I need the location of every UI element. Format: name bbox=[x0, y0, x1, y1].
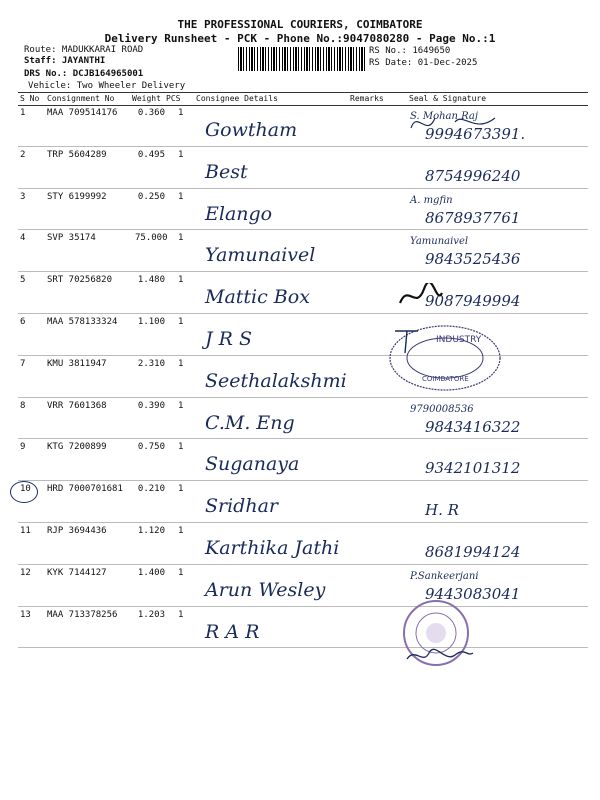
row-sno: 9 bbox=[20, 442, 26, 453]
stamp-industry-text: INDUSTRY bbox=[436, 335, 482, 345]
row-pcs: 1 bbox=[178, 526, 184, 536]
row-signature-phone: 9843416322 bbox=[425, 417, 521, 436]
row-signature-phone: 8754996240 bbox=[425, 166, 521, 185]
row-consignment: RJP 3694436 bbox=[47, 526, 107, 536]
row-signature-phone: H. R bbox=[425, 501, 459, 520]
col-weight: Weight bbox=[132, 94, 161, 103]
row-pcs: 1 bbox=[178, 358, 184, 369]
col-seal: Seal & Signature bbox=[409, 94, 487, 103]
row-consignee-handwritten: J R S bbox=[205, 328, 253, 350]
final-signature bbox=[405, 645, 475, 665]
row-weight: 1.400 bbox=[137, 567, 165, 578]
row-signature-phone: 9087949994 bbox=[425, 292, 521, 311]
row-sno: 4 bbox=[20, 233, 26, 244]
header-bottom-rule bbox=[18, 105, 588, 106]
sig-row-5-scribble bbox=[396, 283, 446, 311]
row-signature-phone: 9994673391. bbox=[425, 125, 526, 143]
row-divider bbox=[18, 480, 588, 481]
col-consignment: Consignment No bbox=[47, 94, 115, 103]
row-divider bbox=[18, 564, 588, 565]
drs-label: DRS No.: DCJB164965001 bbox=[24, 69, 144, 79]
row-weight: 0.750 bbox=[137, 442, 165, 453]
row-consignee-handwritten: C.M. Eng bbox=[205, 411, 295, 434]
row-signature-phone: 9342101312 bbox=[425, 459, 521, 478]
row-weight: 1.120 bbox=[137, 526, 165, 536]
row-consignment: MAA 713378256 bbox=[47, 609, 118, 620]
row-10-circle-mark bbox=[10, 481, 38, 503]
rs-number: RS No.: 1649650 bbox=[369, 46, 451, 56]
vehicle-label: Vehicle: Two Wheeler Delivery bbox=[28, 81, 186, 91]
row-consignment: MAA 709514176 bbox=[47, 108, 118, 118]
row-sno: 11 bbox=[20, 526, 31, 536]
row-pcs: 1 bbox=[178, 442, 184, 453]
row-consignee-handwritten: Seethalakshmi bbox=[205, 369, 347, 392]
row-sno: 10 bbox=[20, 484, 31, 495]
row-signature-phone: 9843525436 bbox=[425, 250, 521, 269]
row-weight: 0.360 bbox=[137, 108, 165, 118]
row-sno: 1 bbox=[20, 108, 26, 118]
col-remarks: Remarks bbox=[350, 94, 384, 103]
row-sno: 8 bbox=[20, 400, 26, 411]
row-sno: 5 bbox=[20, 275, 26, 286]
row-consignment: SVP 35174 bbox=[47, 233, 96, 244]
row-consignee-handwritten: Sridhar bbox=[205, 495, 278, 518]
row-weight: 2.310 bbox=[137, 358, 165, 369]
barcode bbox=[238, 47, 366, 71]
row-sno: 12 bbox=[20, 567, 31, 578]
staff-label: Staff: JAYANTHI bbox=[24, 56, 106, 66]
row-sno: 13 bbox=[20, 609, 31, 620]
row-consignee-handwritten: Yamunaivel bbox=[205, 244, 316, 267]
row-weight: 1.480 bbox=[137, 275, 165, 286]
row-pcs: 1 bbox=[178, 484, 184, 495]
row-consignee-handwritten: Suganaya bbox=[205, 453, 300, 476]
row-consignment: VRR 7601368 bbox=[47, 400, 107, 411]
route-label: Route: MADUKKARAI ROAD bbox=[24, 45, 144, 55]
row-consignee-handwritten: Gowtham bbox=[205, 119, 298, 141]
sig-row-1-scribble bbox=[405, 108, 505, 140]
row-signature-phone: 8681994124 bbox=[425, 543, 521, 561]
row-pcs: 1 bbox=[178, 149, 184, 160]
rs-date: RS Date: 01-Dec-2025 bbox=[369, 58, 478, 68]
row-weight: 0.495 bbox=[137, 149, 165, 160]
row-consignee-handwritten: Mattic Box bbox=[205, 286, 310, 309]
row-divider bbox=[18, 146, 588, 147]
row-signature-name: P.Sankeerjani bbox=[410, 570, 479, 582]
row-signature-phone: 9443083041 bbox=[425, 584, 521, 603]
row-sno: 7 bbox=[20, 358, 26, 369]
row-sno: 2 bbox=[20, 149, 26, 160]
row-weight: 0.390 bbox=[137, 400, 165, 411]
row-consignment: STY 6199992 bbox=[47, 191, 107, 202]
row-consignee-handwritten: Arun Wesley bbox=[205, 578, 326, 601]
row-pcs: 1 bbox=[178, 233, 184, 244]
sig-row-6-scribble bbox=[392, 325, 422, 355]
row-pcs: 1 bbox=[178, 191, 184, 202]
row-consignment: MAA 578133324 bbox=[47, 317, 118, 327]
row-weight: 0.210 bbox=[137, 484, 165, 495]
stamp-city-text: COIMBATORE bbox=[422, 375, 469, 383]
row-divider bbox=[18, 522, 588, 523]
row-divider bbox=[18, 647, 588, 648]
row-signature-name: S. Mohan Raj bbox=[410, 111, 478, 122]
row-signature-phone: 8678937761 bbox=[425, 208, 521, 227]
row-divider bbox=[18, 188, 588, 189]
row-consignment: KYK 7144127 bbox=[47, 567, 107, 578]
row-divider bbox=[18, 229, 588, 230]
col-consignee: Consignee Details bbox=[196, 94, 278, 103]
row-signature-name: 9790008536 bbox=[410, 403, 474, 415]
row-weight: 1.203 bbox=[137, 609, 165, 620]
row-consignee-handwritten: Karthika Jathi bbox=[205, 537, 340, 559]
company-title: THE PROFESSIONAL COURIERS, COIMBATORE bbox=[177, 18, 423, 31]
runsheet-subtitle: Delivery Runsheet - PCK - Phone No.:9047080280 - Page No.:1 bbox=[104, 32, 496, 45]
row-divider bbox=[18, 271, 588, 272]
row-divider bbox=[18, 438, 588, 439]
header-top-rule bbox=[18, 92, 588, 93]
row-weight: 75.000 bbox=[135, 233, 168, 244]
row-pcs: 1 bbox=[178, 108, 184, 118]
row-consignee-handwritten: Best bbox=[205, 160, 248, 183]
row-weight: 0.250 bbox=[137, 191, 165, 202]
row-consignment: KMU 3811947 bbox=[47, 358, 107, 369]
row-weight: 1.100 bbox=[137, 317, 165, 327]
row-consignee-handwritten: Elango bbox=[205, 202, 273, 225]
row-sno: 6 bbox=[20, 317, 26, 327]
row-pcs: 1 bbox=[178, 317, 184, 327]
row-pcs: 1 bbox=[178, 275, 184, 286]
row-consignment: HRD 7000701681 bbox=[47, 484, 123, 495]
row-pcs: 1 bbox=[178, 609, 184, 620]
col-sno: S No bbox=[20, 94, 40, 103]
row-pcs: 1 bbox=[178, 400, 184, 411]
row-divider bbox=[18, 606, 588, 607]
col-pcs: PCS bbox=[166, 94, 181, 103]
row-consignment: TRP 5604289 bbox=[47, 149, 107, 160]
row-pcs: 1 bbox=[178, 567, 184, 578]
row-divider bbox=[18, 313, 588, 314]
row-consignment: KTG 7200899 bbox=[47, 442, 107, 453]
row-signature-name: A. mgfin bbox=[410, 194, 453, 206]
row-sno: 3 bbox=[20, 191, 26, 202]
row-consignee-handwritten: R A R bbox=[205, 620, 260, 643]
row-consignment: SRT 70256820 bbox=[47, 275, 113, 286]
row-signature-name: Yamunaivel bbox=[410, 236, 469, 248]
